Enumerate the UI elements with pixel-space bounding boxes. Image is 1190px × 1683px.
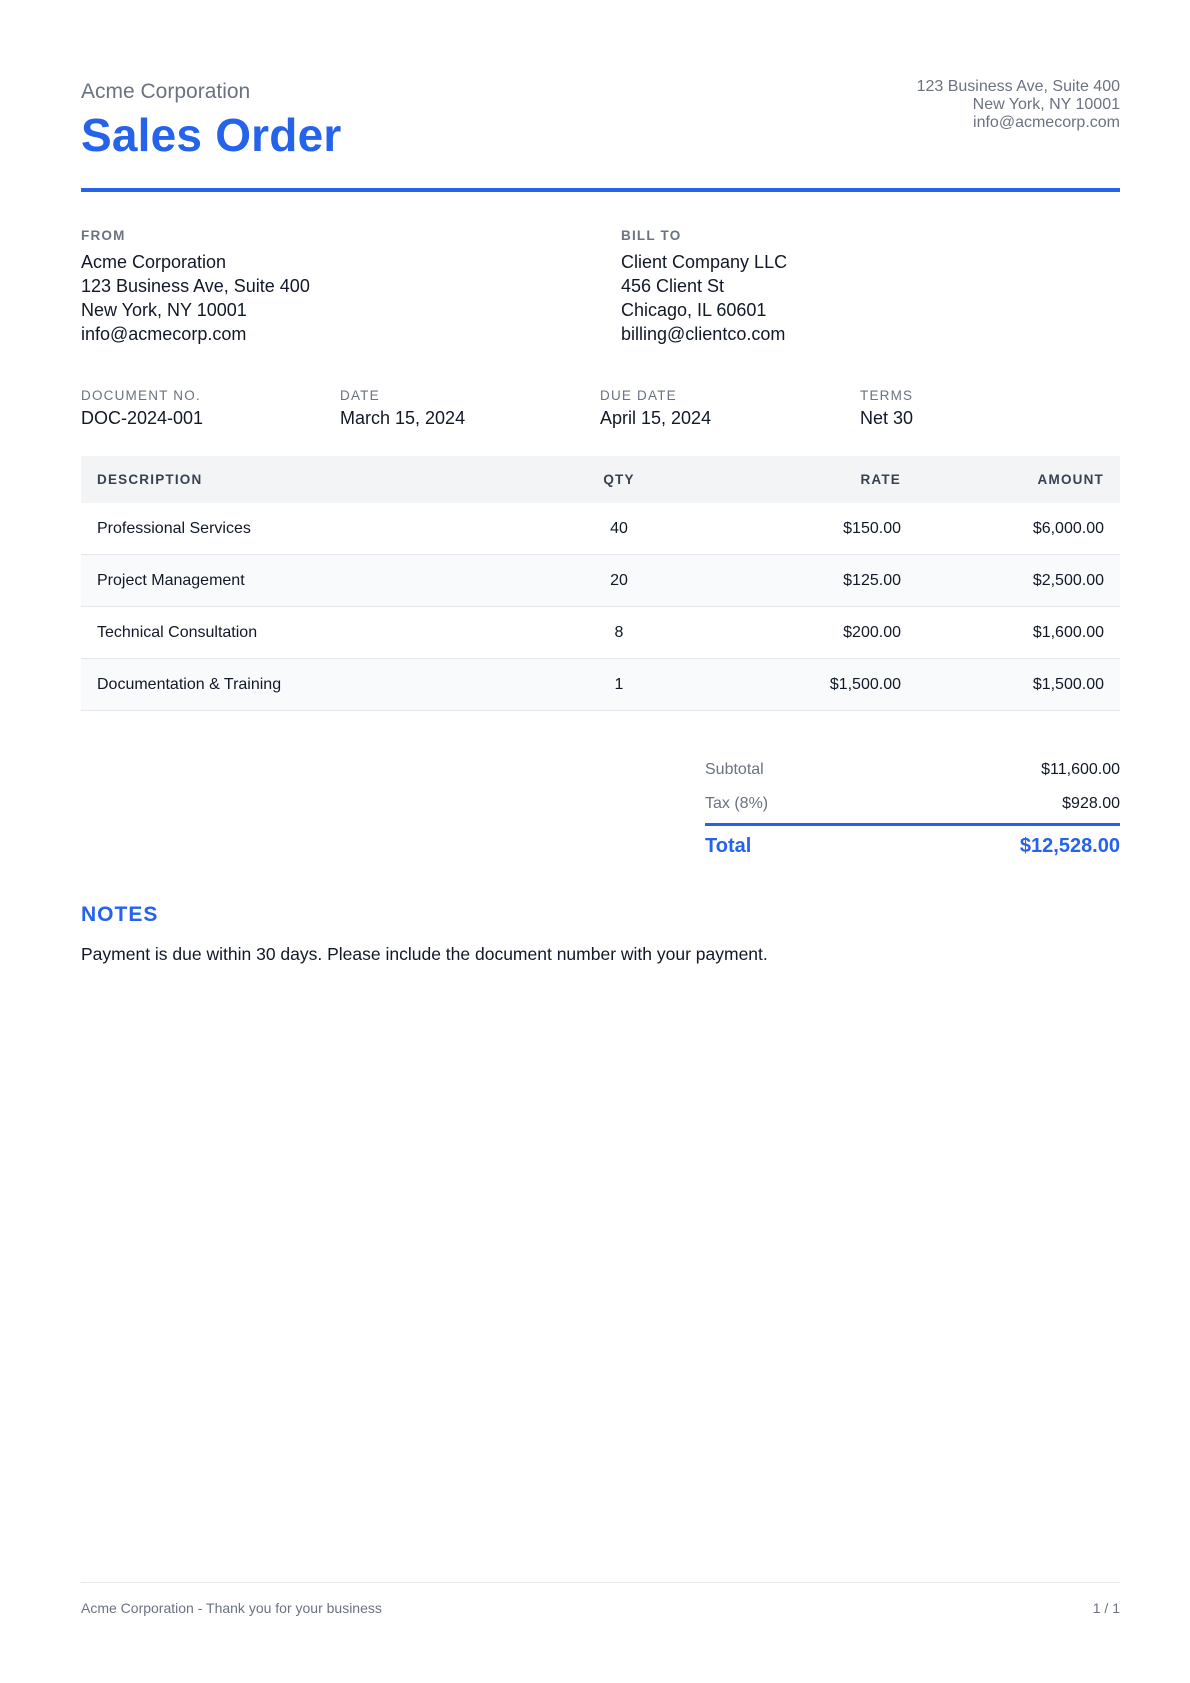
bill-to-lines bbox=[621, 250, 1071, 346]
cell-rate: $150.00 bbox=[705, 503, 917, 555]
totals-section bbox=[705, 755, 1120, 866]
notes-title: NOTES bbox=[81, 903, 159, 926]
cell-description: Documentation & Training bbox=[81, 659, 533, 711]
bill-to-section bbox=[621, 228, 1071, 346]
from-line: New York, NY 10001 bbox=[81, 300, 247, 320]
column-header-qty: QTY bbox=[533, 456, 705, 503]
bill-to-label: BILL TO bbox=[621, 228, 682, 243]
from-section bbox=[81, 228, 531, 346]
header-address-email: info@acmecorp.com bbox=[973, 114, 1120, 131]
bill-to-line: 456 Client St bbox=[621, 276, 725, 296]
header-address-line: New York, NY 10001 bbox=[972, 96, 1120, 113]
bill-to-line: Client Company LLC bbox=[621, 252, 788, 272]
subtotal-label: Subtotal bbox=[705, 761, 764, 778]
meta-value: April 15, 2024 bbox=[600, 408, 712, 428]
table-header-row bbox=[81, 456, 1120, 503]
table-row bbox=[81, 607, 1120, 659]
table-row bbox=[81, 555, 1120, 607]
cell-rate: $125.00 bbox=[705, 555, 917, 607]
sales-order-page bbox=[81, 0, 1120, 1683]
meta-label: TERMS bbox=[860, 388, 914, 403]
header-address bbox=[917, 78, 1120, 132]
meta-document-no bbox=[81, 388, 321, 429]
from-lines bbox=[81, 250, 531, 346]
footer-text: Acme Corporation - Thank you for your business bbox=[81, 1600, 382, 1616]
from-label: FROM bbox=[81, 228, 126, 243]
page-footer bbox=[81, 1582, 1120, 1623]
page-number: 1 / 1 bbox=[1092, 1600, 1120, 1616]
meta-label: DUE DATE bbox=[600, 388, 677, 403]
cell-amount: $2,500.00 bbox=[917, 555, 1120, 607]
cell-description: Project Management bbox=[81, 555, 533, 607]
cell-amount: $6,000.00 bbox=[917, 503, 1120, 555]
tax-row bbox=[705, 789, 1120, 823]
cell-amount: $1,500.00 bbox=[917, 659, 1120, 711]
column-header-rate: RATE bbox=[705, 456, 917, 503]
cell-amount: $1,600.00 bbox=[917, 607, 1120, 659]
tax-value: $928.00 bbox=[1062, 795, 1120, 812]
from-email: info@acmecorp.com bbox=[81, 324, 247, 344]
meta-value: Net 30 bbox=[860, 408, 914, 428]
bill-to-email: billing@clientco.com bbox=[621, 324, 786, 344]
meta-value: DOC-2024-001 bbox=[81, 408, 204, 428]
cell-rate: $1,500.00 bbox=[705, 659, 917, 711]
header-address-line: 123 Business Ave, Suite 400 bbox=[916, 78, 1120, 95]
column-header-description: DESCRIPTION bbox=[81, 456, 533, 503]
meta-label: DATE bbox=[340, 388, 380, 403]
cell-qty: 40 bbox=[533, 503, 705, 555]
column-header-amount: AMOUNT bbox=[917, 456, 1120, 503]
cell-description: Technical Consultation bbox=[81, 607, 533, 659]
meta-terms bbox=[860, 388, 1100, 429]
meta-date bbox=[340, 388, 580, 429]
bill-to-line: Chicago, IL 60601 bbox=[621, 300, 767, 320]
page-title: Sales Order bbox=[81, 109, 342, 161]
line-items-table bbox=[81, 456, 1120, 711]
cell-rate: $200.00 bbox=[705, 607, 917, 659]
notes-text: Payment is due within 30 days. Please include the document number with your payment. bbox=[81, 944, 768, 964]
from-line: 123 Business Ave, Suite 400 bbox=[81, 276, 310, 296]
total-row bbox=[705, 823, 1120, 866]
table-row bbox=[81, 503, 1120, 555]
tax-label: Tax (8%) bbox=[705, 795, 769, 812]
meta-due-date bbox=[600, 388, 840, 429]
table-row bbox=[81, 659, 1120, 711]
cell-qty: 20 bbox=[533, 555, 705, 607]
cell-qty: 1 bbox=[533, 659, 705, 711]
meta-label: DOCUMENT NO. bbox=[81, 388, 201, 403]
cell-description: Professional Services bbox=[81, 503, 533, 555]
total-label: Total bbox=[705, 835, 752, 857]
document-header bbox=[81, 78, 1120, 192]
from-line: Acme Corporation bbox=[81, 252, 227, 272]
subtotal-row bbox=[705, 755, 1120, 789]
cell-qty: 8 bbox=[533, 607, 705, 659]
total-value: $12,528.00 bbox=[1019, 835, 1120, 857]
company-name: Acme Corporation bbox=[81, 80, 251, 103]
subtotal-value: $11,600.00 bbox=[1041, 761, 1120, 778]
meta-value: March 15, 2024 bbox=[340, 408, 466, 428]
document-meta bbox=[81, 388, 1120, 436]
